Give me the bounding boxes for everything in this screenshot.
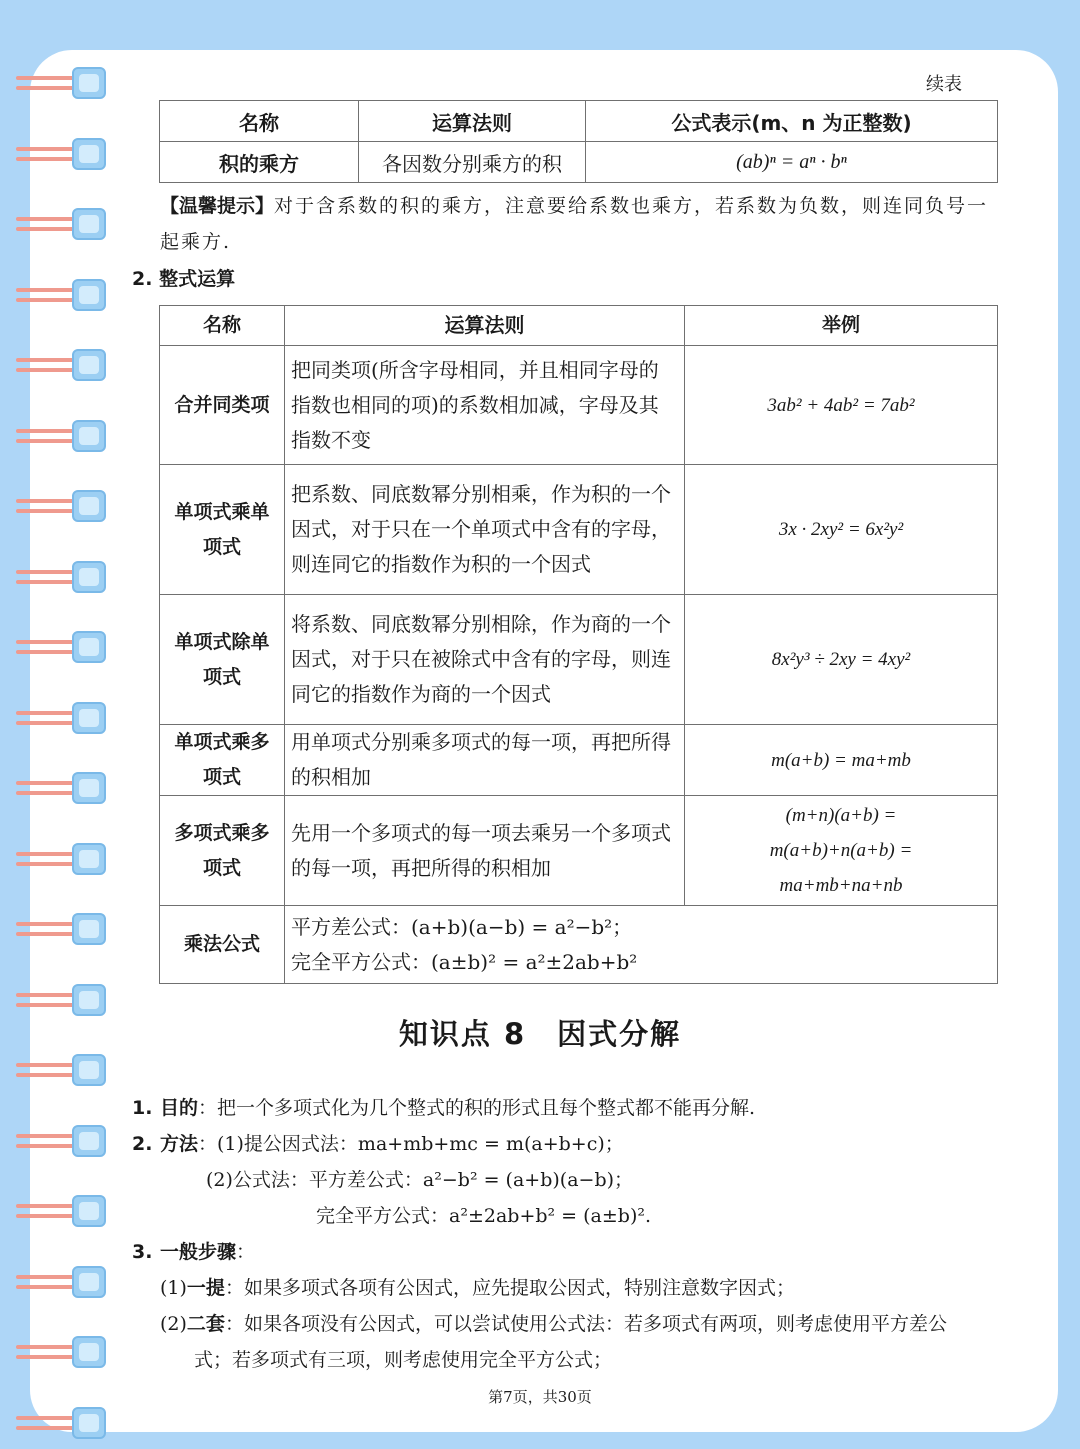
binding-ring xyxy=(14,1404,110,1444)
binding-ring xyxy=(14,205,110,245)
row-example: m(a+b) = ma+mb xyxy=(685,725,998,796)
power-of-product-table xyxy=(159,100,998,183)
row-formula: (ab)ⁿ = aⁿ · bⁿ xyxy=(586,142,998,183)
header-example: 举例 xyxy=(685,306,998,346)
step-item xyxy=(132,1270,1002,1306)
table-header-row xyxy=(160,101,998,142)
row-rule: 用单项式分别乘多项式的每一项，再把所得的积相加 xyxy=(285,725,685,796)
list-item xyxy=(132,1234,1002,1270)
table-row xyxy=(160,346,998,465)
row-example: 3x · 2xy² = 6x²y² xyxy=(685,465,998,595)
binding-ring xyxy=(14,64,110,104)
binding-ring xyxy=(14,276,110,316)
step-label: 一提 xyxy=(186,1277,225,1299)
row-example: 8x²y³ ÷ 2xy = 4xy² xyxy=(685,595,998,725)
row-example xyxy=(685,796,998,906)
item-label: 一般步骤 xyxy=(160,1241,237,1263)
continued-label: 续表 xyxy=(926,74,962,95)
row-example: 3ab² + 4ab² = 7ab² xyxy=(685,346,998,465)
row-rule: 把同类项(所含字母相同，并且相同字母的指数也相同的项)的系数相加减，字母及其指数不变 xyxy=(285,346,685,465)
header-rule: 运算法则 xyxy=(285,306,685,346)
formula-line: 平方差公式：(a+b)(a−b) = a²−b²； xyxy=(291,914,633,939)
step-item-continued: 式；若多项式有三项，则考虑使用完全平方公式； xyxy=(194,1349,613,1371)
example-line: ma+mb+na+nb xyxy=(779,875,903,896)
multiplication-formulas xyxy=(285,906,998,984)
row-name: 积的乘方 xyxy=(160,142,359,183)
step-label: 二套 xyxy=(186,1313,225,1335)
binding-ring xyxy=(14,487,110,527)
list-item-continued: (2)公式法：平方差公式：a²−b² = (a+b)(a−b)； xyxy=(206,1169,634,1191)
row-name: 单项式乘多项式 xyxy=(160,725,285,796)
binding-ring xyxy=(14,1122,110,1162)
tip-text: 对于含系数的积的乘方，注意要给系数也乘方，若系数为负数，则连同负号一起乘方. xyxy=(160,195,989,253)
table-row xyxy=(160,465,998,595)
header-rule: 运算法则 xyxy=(359,101,586,142)
list-item xyxy=(132,1090,1002,1126)
header-formula: 公式表示(m、n 为正整数) xyxy=(586,101,998,142)
step-text: ：如果多项式各项有公因式，应先提取公因式，特别注意数字因式； xyxy=(224,1277,795,1299)
step-prefix: (2) xyxy=(160,1313,187,1335)
binding-ring xyxy=(14,769,110,809)
binding-ring xyxy=(14,699,110,739)
item-colon: ： xyxy=(236,1241,256,1263)
table-row xyxy=(160,595,998,725)
row-rule: 把系数、同底数幂分别相乘，作为积的一个因式，对于只在一个单项式中含有的字母，则连同它的指数作为积的一个因式 xyxy=(285,465,685,595)
item-label: 目的 xyxy=(160,1097,199,1119)
polynomial-operations-table xyxy=(159,305,998,984)
item-number: 1. xyxy=(132,1097,153,1119)
row-name: 乘法公式 xyxy=(160,906,285,984)
table-row xyxy=(160,796,998,906)
header-name: 名称 xyxy=(160,306,285,346)
row-rule: 将系数、同底数幂分别相除，作为商的一个因式，对于只在被除式中含有的字母，则连同它的指数作为商的一个因式 xyxy=(285,595,685,725)
section-2-heading xyxy=(132,264,235,291)
row-name: 多项式乘多项式 xyxy=(160,796,285,906)
spiral-binding xyxy=(14,64,110,1404)
header-name: 名称 xyxy=(160,101,359,142)
step-item xyxy=(132,1306,1002,1342)
item-number: 3. xyxy=(132,1241,153,1263)
table-row xyxy=(160,142,998,183)
factorization-content xyxy=(132,1090,1002,1378)
formula-line: 完全平方公式：(a±b)² = a²±2ab+b² xyxy=(291,949,638,974)
table-header-row xyxy=(160,306,998,346)
table-row xyxy=(160,906,998,984)
step-text: ：如果各项没有公因式，可以尝试使用公式法：若多项式有两项，则考虑使用平方差公 xyxy=(224,1313,947,1335)
item-number: 2. xyxy=(132,1133,153,1155)
binding-ring xyxy=(14,910,110,950)
tip-label: 【温馨提示】 xyxy=(160,195,275,217)
example-line: m(a+b)+n(a+b) = xyxy=(769,840,913,861)
knowledge-point-title: 知识点 8 因式分解 xyxy=(398,1017,682,1051)
binding-ring xyxy=(14,1051,110,1091)
section-title: 整式运算 xyxy=(159,268,236,290)
item-text: ：把一个多项式化为几个整式的积的形式且每个整式都不能再分解. xyxy=(198,1097,756,1119)
binding-ring xyxy=(14,417,110,457)
example-line: (m+n)(a+b) = xyxy=(785,805,897,826)
row-name: 单项式乘单项式 xyxy=(160,465,285,595)
binding-ring xyxy=(14,346,110,386)
step-prefix: (1) xyxy=(160,1277,187,1299)
item-text: ：(1)提公因式法：ma+mb+mc = m(a+b+c)； xyxy=(198,1133,624,1155)
binding-ring xyxy=(14,135,110,175)
binding-ring xyxy=(14,840,110,880)
section-number: 2. xyxy=(132,268,153,290)
list-item-continued: 完全平方公式：a²±2ab+b² = (a±b)². xyxy=(316,1205,652,1227)
row-rule: 各因数分别乘方的积 xyxy=(359,142,586,183)
list-item xyxy=(132,1126,1002,1162)
row-name: 合并同类项 xyxy=(160,346,285,465)
row-name: 单项式除单项式 xyxy=(160,595,285,725)
binding-ring xyxy=(14,1192,110,1232)
item-label: 方法 xyxy=(160,1133,199,1155)
binding-ring xyxy=(14,558,110,598)
binding-ring xyxy=(14,628,110,668)
binding-ring xyxy=(14,1333,110,1373)
page-footer: 第7页，共30页 xyxy=(488,1388,592,1406)
table-row xyxy=(160,725,998,796)
binding-ring xyxy=(14,1263,110,1303)
warm-tip xyxy=(160,188,1000,260)
row-rule: 先用一个多项式的每一项去乘另一个多项式的每一项，再把所得的积相加 xyxy=(285,796,685,906)
